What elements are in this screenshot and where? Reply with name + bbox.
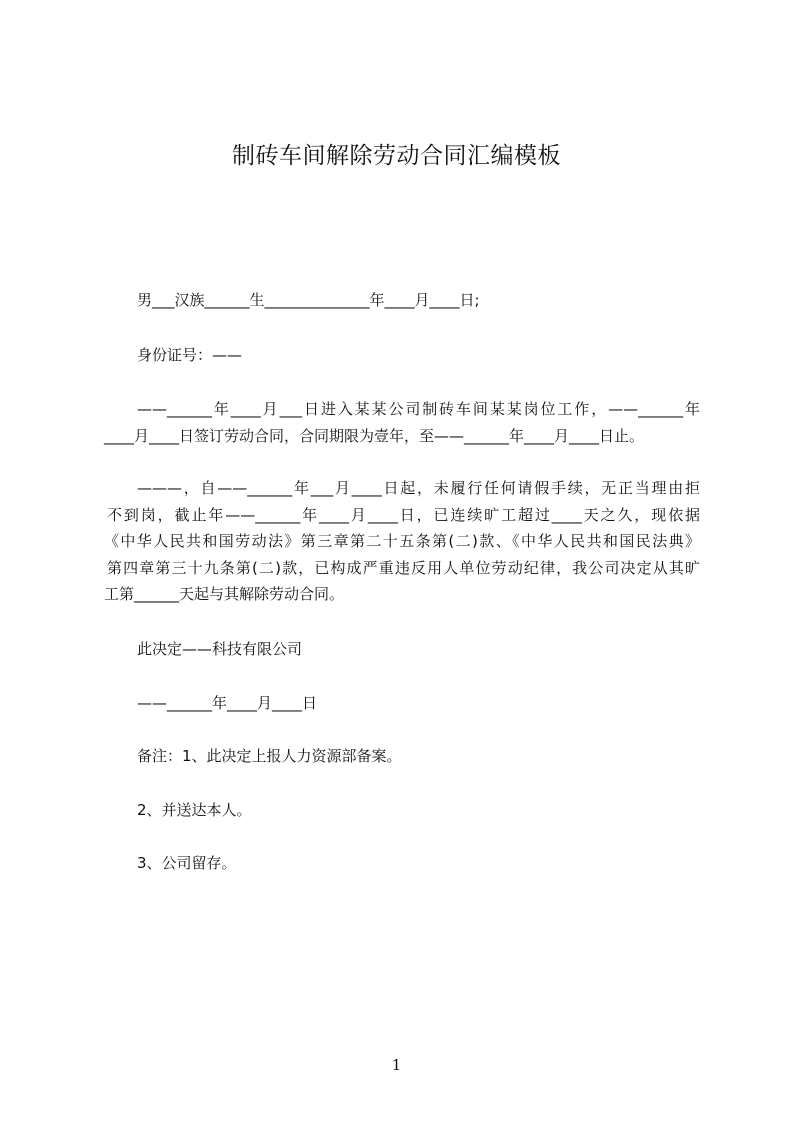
violation-line-2: 不到岗，截止年——______年____月____日，已连续旷工超过____天之久，现依据 [107,506,700,524]
document-title: 制砖车间解除劳动合同汇编模板 [232,143,561,169]
personal-info-line: 男___汉族______生______________年____月____日; [137,291,480,309]
violation-line-3: 《中华人民共和国劳动法》第三章第二十五条第(二)款、《中华人民共和国民法典》 [104,532,700,550]
employment-line-1: ——______年____月___日进入某某公司制砖车间某某岗位工作，——______年 [137,400,700,418]
violation-line-1: ———，自——______年___月____日起，未履行任何请假手续，无正当理由拒 [137,479,700,497]
decision-line: 此决定——科技有限公司 [137,640,303,658]
date-line: ——______年____月____日 [137,694,318,712]
page-number: 1 [391,1056,402,1074]
violation-line-4: 第四章第三十九条第(二)款，已构成严重违反用人单位劳动纪律，我公司决定从其旷 [107,559,700,577]
note-2: 2、并送达本人。 [137,801,252,819]
note-1: 备注：1、此决定上报人力资源部备案。 [137,747,402,765]
violation-line-5: 工第______天起与其解除劳动合同。 [104,585,345,603]
note-3: 3、公司留存。 [137,854,237,872]
employment-line-2: ____月____日签订劳动合同，合同期限为壹年，至——______年____月____日止。 [104,427,645,445]
id-number-line: 身份证号：—— [137,346,243,364]
